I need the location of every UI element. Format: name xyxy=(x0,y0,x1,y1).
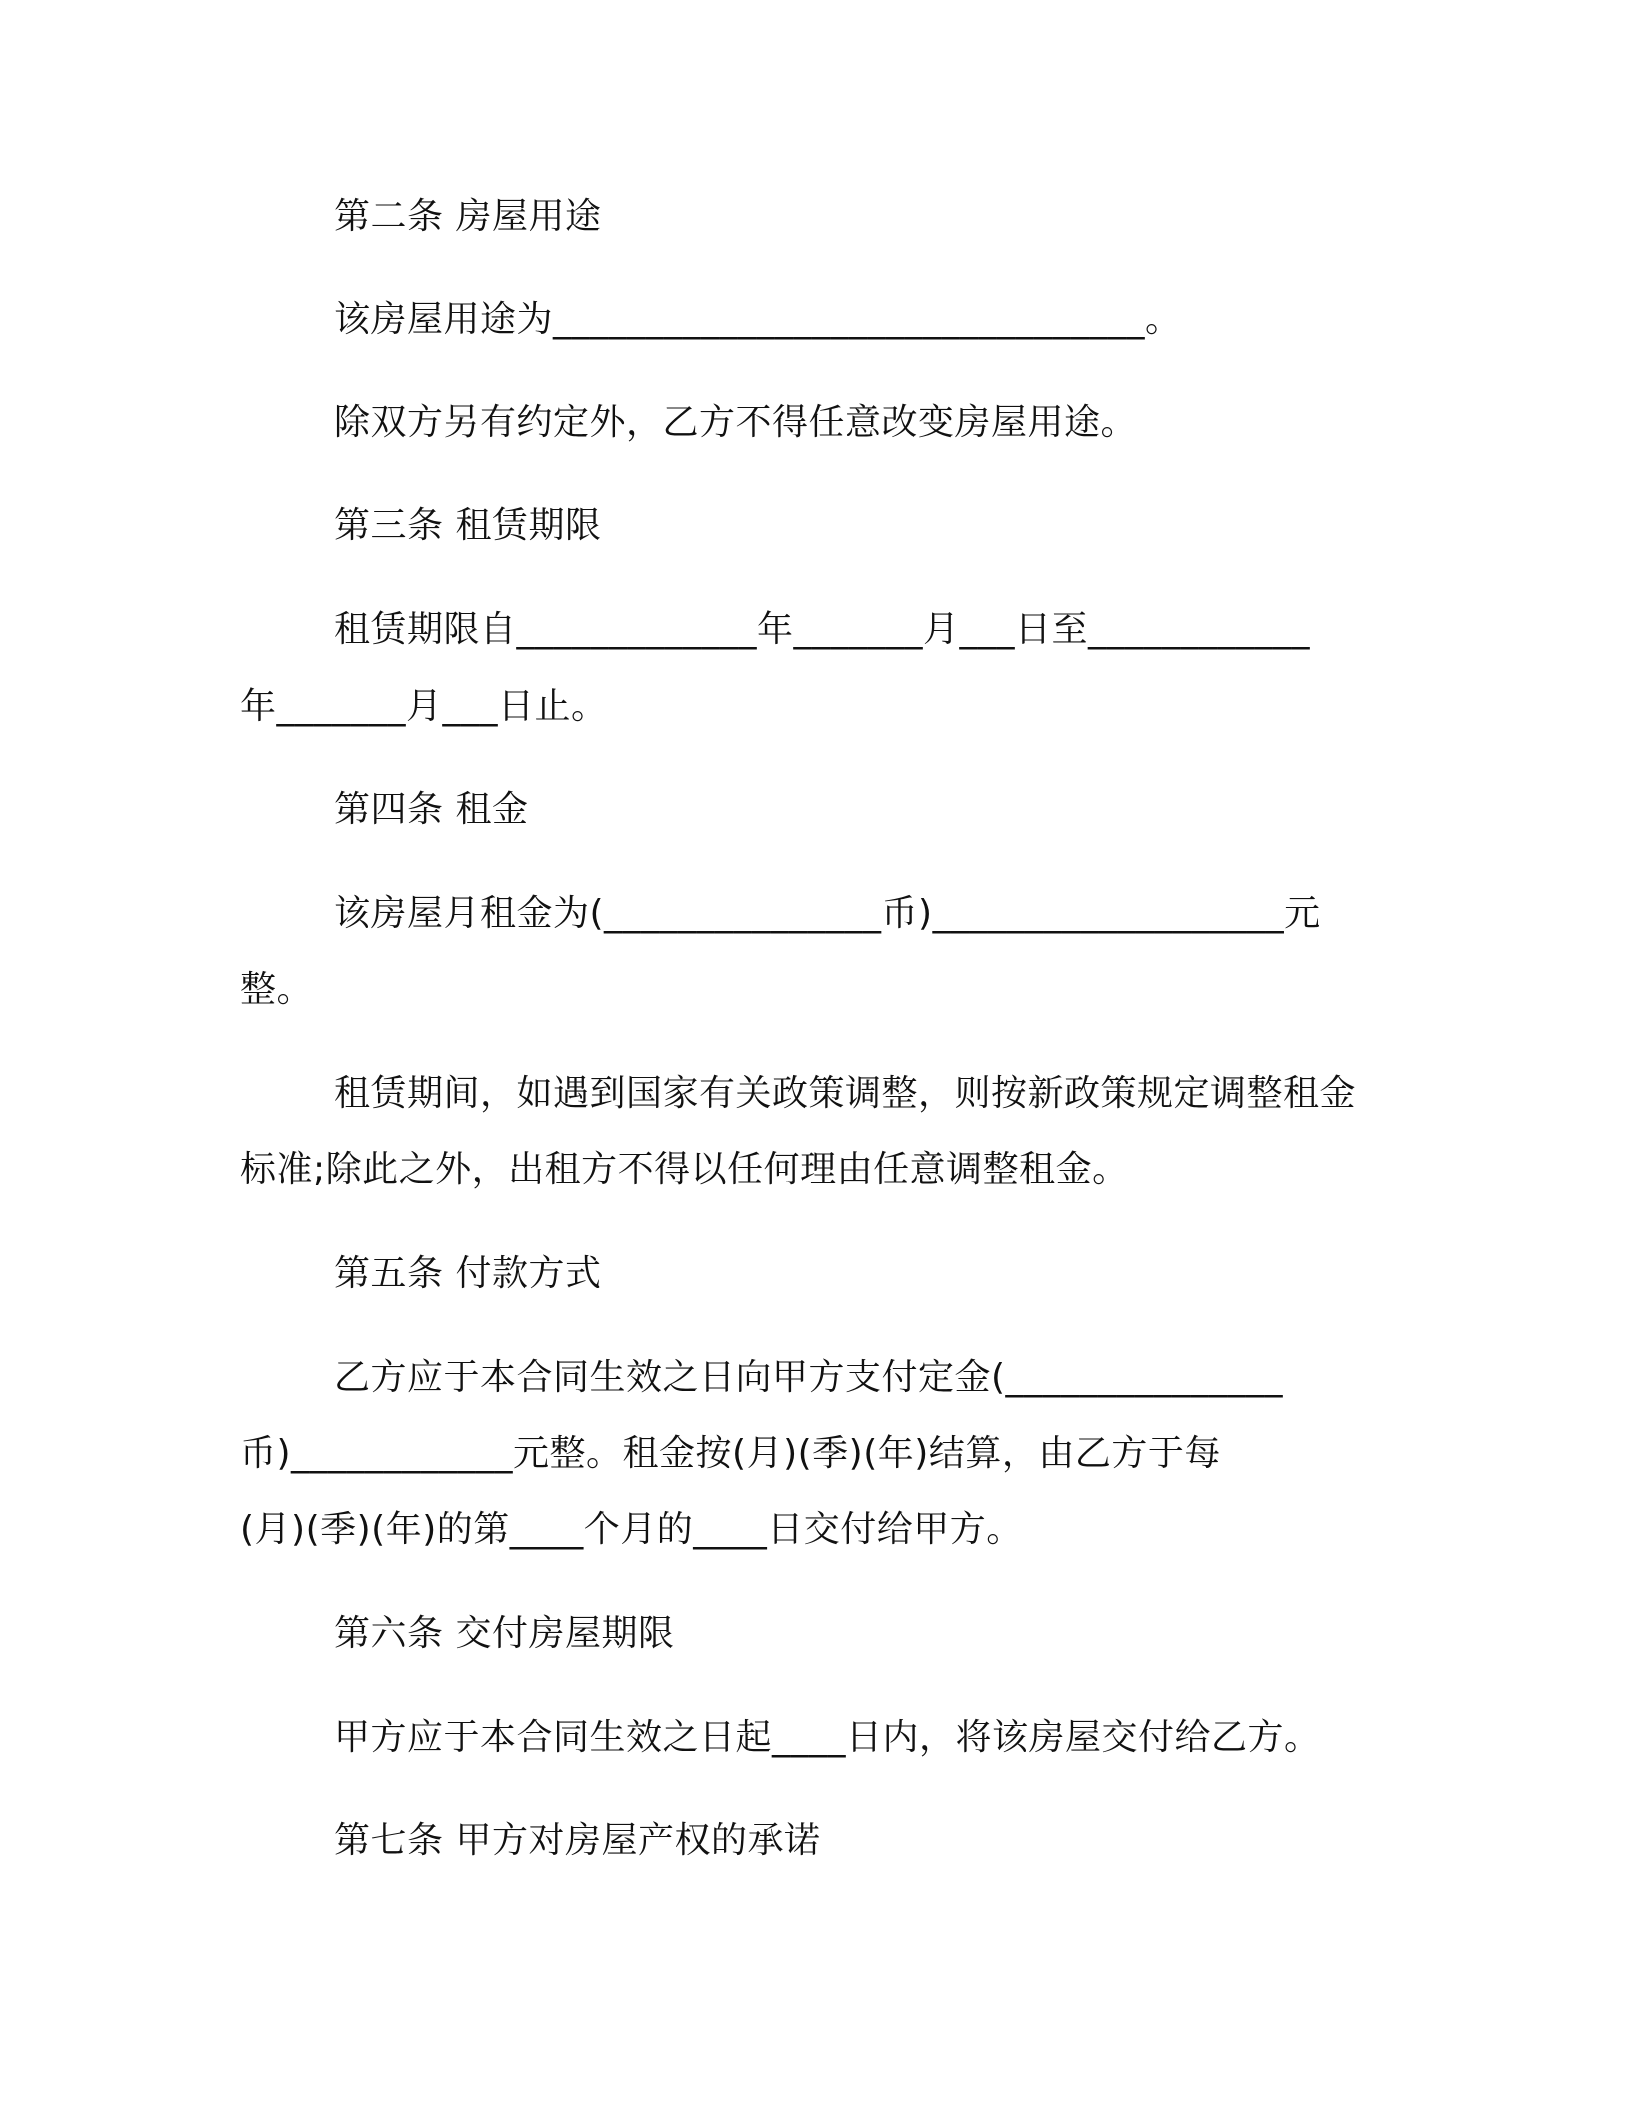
rent-clause-line-1: 该房屋月租金为(_______________币)___________________元 xyxy=(334,893,1321,934)
rent-clause-line-2: 整。 xyxy=(240,969,314,1010)
usage-restriction-clause: 除双方另有约定外，乙方不得任意改变房屋用途。 xyxy=(334,402,1138,443)
article-6-heading: 第六条 交付房屋期限 xyxy=(334,1613,675,1654)
article-5-heading: 第五条 付款方式 xyxy=(334,1253,602,1294)
rent-adjustment-line-1: 租赁期间，如遇到国家有关政策调整，则按新政策规定调整租金 xyxy=(334,1073,1357,1114)
lease-term-clause-line-2: 年_______月___日止。 xyxy=(240,686,608,727)
article-2-heading: 第二条 房屋用途 xyxy=(334,196,602,237)
delivery-clause: 甲方应于本合同生效之日起____日内，将该房屋交付给乙方。 xyxy=(334,1717,1321,1758)
article-3-heading: 第三条 租赁期限 xyxy=(334,505,602,546)
article-4-heading: 第四条 租金 xyxy=(334,789,529,830)
usage-clause: 该房屋用途为________________________________。 xyxy=(334,299,1182,340)
lease-term-clause-line-1: 租赁期限自_____________年_______月___日至____________ xyxy=(334,609,1311,650)
payment-clause-line-3: (月)(季)(年)的第____个月的____日交付给甲方。 xyxy=(240,1509,1023,1550)
payment-clause-line-2: 币)____________元整。租金按(月)(季)(年)结算，由乙方于每 xyxy=(240,1433,1221,1474)
rent-adjustment-line-2: 标准;除此之外，出租方不得以任何理由任意调整租金。 xyxy=(240,1149,1129,1190)
article-7-heading: 第七条 甲方对房屋产权的承诺 xyxy=(334,1820,821,1861)
payment-clause-line-1: 乙方应于本合同生效之日向甲方支付定金(_______________ xyxy=(334,1357,1284,1398)
